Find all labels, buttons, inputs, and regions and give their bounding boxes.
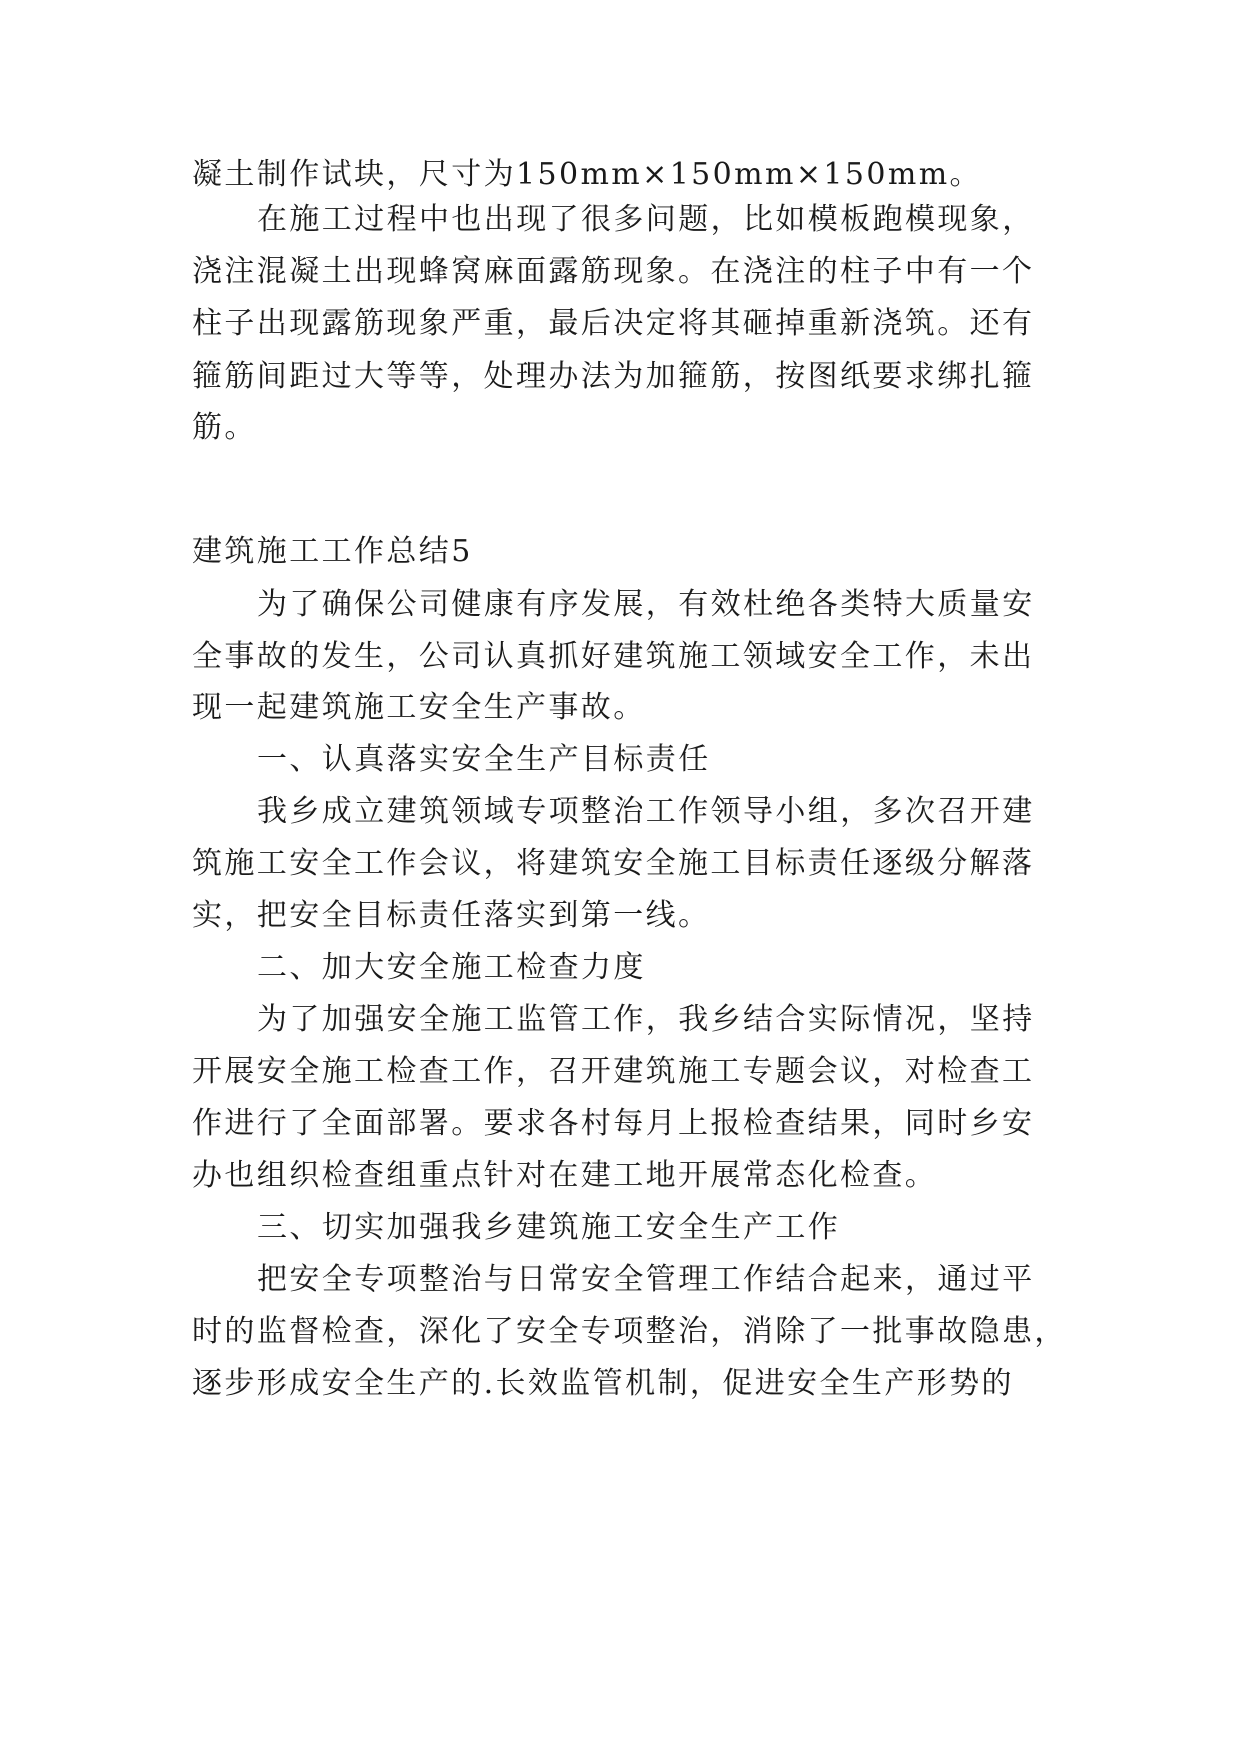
body-text-line: 时的监督检查，深化了安全专项整治，消除了一批事故隐患， [192, 1314, 1067, 1349]
body-text-line: 现一起建筑施工安全生产事故。 [192, 690, 646, 725]
body-text-line: 浇注混凝土出现蜂窝麻面露筋现象。在浇注的柱子中有一个 [192, 254, 1035, 289]
paragraph-start-line: 我乡成立建筑领域专项整治工作领导小组，多次召开建 [257, 794, 1035, 829]
subheading-3: 三、切实加强我乡建筑施工安全生产工作 [257, 1210, 841, 1245]
body-text-line: 办也组织检查组重点针对在建工地开展常态化检查。 [192, 1158, 938, 1193]
subheading-1: 一、认真落实安全生产目标责任 [257, 742, 711, 777]
body-text-line: 开展安全施工检查工作，召开建筑施工专题会议，对检查工 [192, 1054, 1035, 1089]
paragraph-start-line: 把安全专项整治与日常安全管理工作结合起来，通过平 [257, 1262, 1035, 1297]
paragraph-start-line: 为了确保公司健康有序发展，有效杜绝各类特大质量安 [257, 587, 1035, 622]
body-text-line: 凝土制作试块，尺寸为150mm×150mm×150mm。 [192, 157, 982, 192]
paragraph-start-line: 为了加强安全施工监管工作，我乡结合实际情况，坚持 [257, 1002, 1035, 1037]
body-text-line: 柱子出现露筋现象严重，最后决定将其砸掉重新浇筑。还有 [192, 306, 1035, 341]
body-text-line: 筋。 [192, 410, 257, 445]
body-text-line: 实，把安全目标责任落实到第一线。 [192, 898, 711, 933]
subheading-2: 二、加大安全施工检查力度 [257, 950, 646, 985]
body-text-line: 作进行了全面部署。要求各村每月上报检查结果，同时乡安 [192, 1106, 1035, 1141]
body-text-line: 全事故的发生，公司认真抓好建筑施工领域安全工作，未出 [192, 639, 1035, 674]
paragraph-start-line: 在施工过程中也出现了很多问题，比如模板跑模现象， [257, 202, 1035, 237]
section-title: 建筑施工工作总结5 [192, 534, 473, 569]
body-text-line: 逐步形成安全生产的.长效监管机制，促进安全生产形势的 [192, 1366, 1014, 1401]
body-text-line: 筑施工安全工作会议，将建筑安全施工目标责任逐级分解落 [192, 846, 1035, 881]
body-text-line: 箍筋间距过大等等，处理办法为加箍筋，按图纸要求绑扎箍 [192, 359, 1035, 394]
